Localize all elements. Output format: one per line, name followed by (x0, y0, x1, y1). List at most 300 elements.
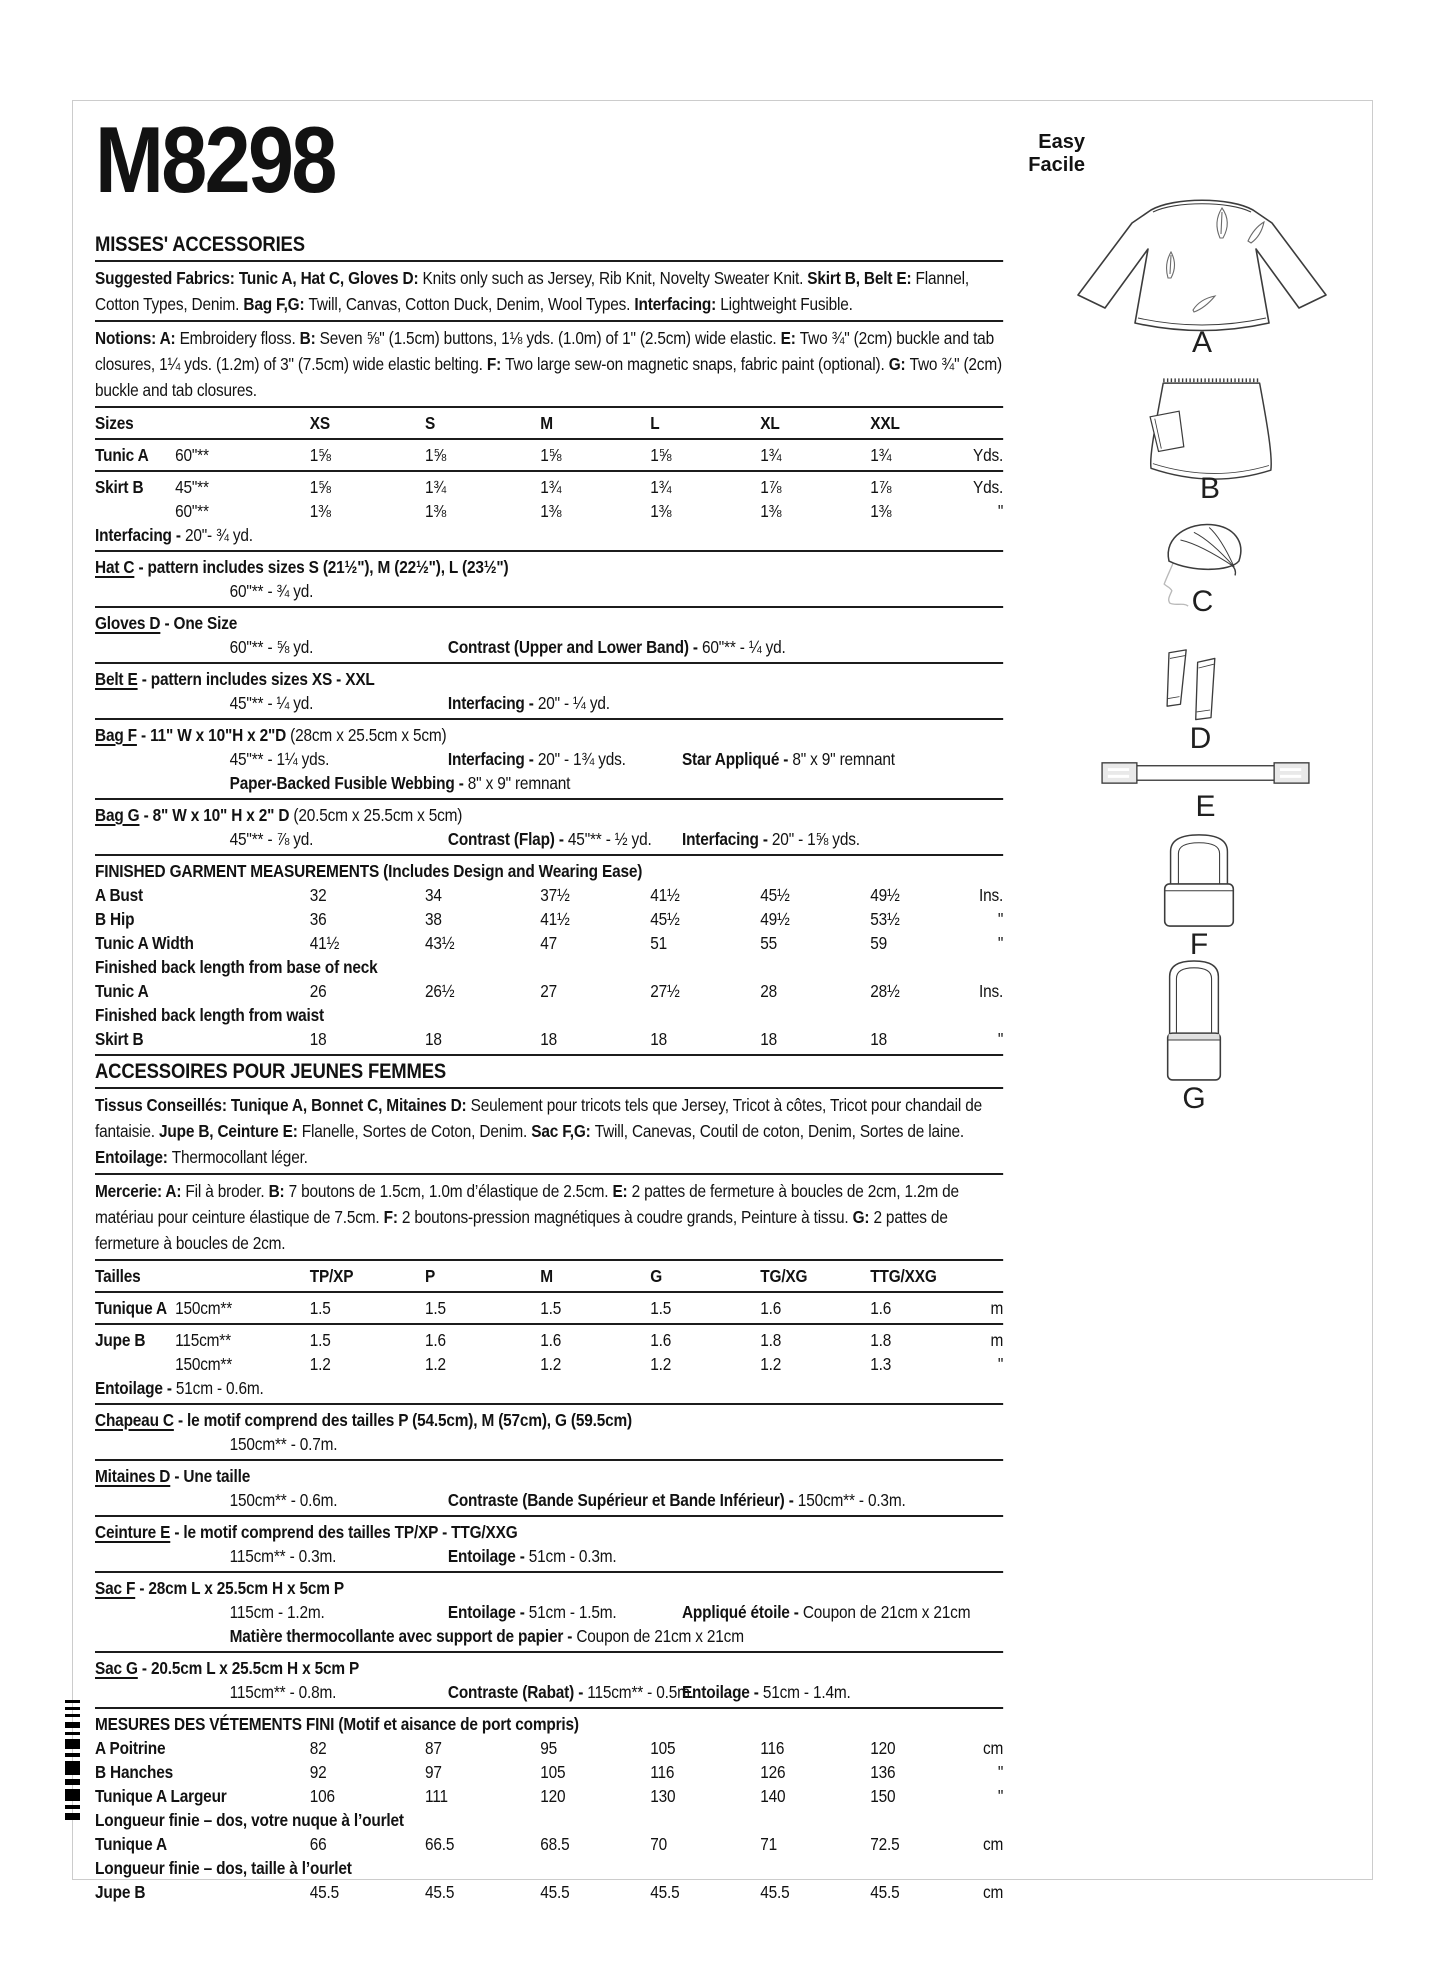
table-cell: 26 (309, 981, 327, 1001)
section-mitaines-d (95, 1464, 1003, 1512)
illustration-belt-e (1098, 758, 1313, 792)
table-cell: 1.5 (309, 1298, 331, 1318)
table-cell: L (650, 413, 660, 433)
table-cell: 45.5 (425, 1882, 455, 1902)
section-title (95, 723, 1003, 747)
table-row (95, 1880, 1003, 1904)
table-cell: P (425, 1266, 436, 1286)
table-row (95, 1296, 1003, 1320)
table-cell: Tunic A (95, 981, 149, 1001)
section-title (95, 1656, 1003, 1680)
table-row (95, 1736, 1003, 1760)
table-cell: 1.8 (760, 1330, 782, 1350)
table-cell: 32 (309, 885, 327, 905)
garment-desc: - 28cm L x 25.5cm H x 5cm P (135, 1578, 345, 1598)
garment-desc-metric: (28cm x 25.5cm x 5cm) (290, 725, 447, 745)
table-cell: 1.2 (425, 1354, 446, 1374)
table-cell: G (650, 1266, 663, 1286)
table-row (95, 979, 1003, 1003)
yardage-applique (682, 1600, 970, 1624)
garment-desc: - 11" W x 10"H x 2"D (136, 725, 291, 745)
garment-label-a: A (1191, 326, 1212, 359)
yardage-line (95, 747, 1003, 771)
table-cell (175, 1880, 310, 1904)
table-cell (95, 499, 175, 523)
table-cell: " (997, 909, 1004, 929)
yardage-extra-value: 20" - 1⅝ yds. (771, 829, 860, 849)
illustration-tunic-a (1072, 186, 1332, 346)
garment-label-g: G (1182, 1082, 1206, 1115)
garment-label-b: B (1199, 472, 1220, 505)
garment-name: Sac F (95, 1578, 136, 1598)
table-cell: 49½ (760, 909, 790, 929)
yardage-extra-value: 51cm - 1.5m. (528, 1602, 617, 1622)
table-cell: " (997, 1786, 1004, 1806)
yardage-line (95, 1624, 1003, 1648)
section-bag-g (95, 803, 1003, 851)
garment-name: Mitaines D (95, 1466, 171, 1486)
yardage-main: 60"** - ⅝ yd. (229, 637, 314, 657)
table-cell: 1.6 (870, 1298, 892, 1318)
text-segment: 2 pattes de fermeture à boucles de 2cm, 1.2m de matériau pour ceinture élastique de 7.5cm. (95, 1181, 959, 1227)
table-cell: Tailles (95, 1266, 141, 1286)
garment-desc: - pattern includes sizes XS - XXL (137, 669, 375, 689)
yardage-extra-value: 51cm - 0.3m. (528, 1546, 617, 1566)
table-cell: 116 (650, 1762, 675, 1782)
section-sac-f (95, 1576, 1003, 1648)
divider (95, 1707, 1003, 1709)
illustration-bag-g (1155, 955, 1233, 1089)
garment-desc: - Une taille (170, 1466, 251, 1486)
table-cell: 1⅝ (309, 477, 331, 497)
yardage-extra-value: 8" x 9" remnant (467, 773, 571, 793)
section-hat-c (95, 555, 1003, 603)
table-cell: 53½ (870, 909, 900, 929)
table-cell: Skirt B (95, 1029, 144, 1049)
mesures-table-body (95, 1736, 1003, 1904)
yardage-applique (682, 747, 895, 771)
text-segment: Jupe B, Ceinture E: (158, 1121, 302, 1141)
yardage-extra-label: Entoilage - (681, 1682, 763, 1702)
table-cell: 1¾ (760, 445, 782, 465)
tailles-table-body-jupe (95, 1328, 1003, 1376)
yardage-interfacing (682, 827, 860, 851)
table-cell: 1⅝ (540, 445, 562, 465)
table-cell: 60"** (175, 501, 209, 521)
text-segment: Embroidery floss. (179, 328, 300, 348)
table-cell: 38 (425, 909, 442, 929)
table-cell (175, 1027, 310, 1051)
yardage-extra-value: 20" - 1¾ yds. (537, 749, 626, 769)
table-cell: 66 (309, 1834, 327, 1854)
yardage-extra-value: Coupon de 21cm x 21cm (802, 1602, 971, 1622)
yardage-webbing (230, 771, 571, 795)
table-cell: 59 (870, 933, 888, 953)
divider (95, 1323, 1003, 1325)
interfacing-yardage (95, 523, 1003, 547)
sizes-table-body-skirt (95, 475, 1003, 523)
table-cell: cm (982, 1834, 1004, 1854)
table-cell: 28 (760, 981, 778, 1001)
yardage-extra-label: Matière thermocollante avec support de papier - (229, 1626, 577, 1646)
table-cell (95, 1352, 175, 1376)
garment-label-c: C (1191, 585, 1214, 618)
table-cell: 1⅞ (870, 477, 892, 497)
yardage-contrast (448, 635, 786, 659)
table-cell: 72.5 (870, 1834, 900, 1854)
table-cell: 60"** (175, 445, 209, 465)
table-cell: 82 (309, 1738, 327, 1758)
table-cell: TG/XG (760, 1266, 808, 1286)
table-cell: 1.5 (309, 1330, 331, 1350)
yardage-extra-value: 51cm - 1.4m. (762, 1682, 851, 1702)
table-cell: 120 (540, 1786, 566, 1806)
garment-name: Chapeau C (95, 1410, 174, 1430)
table-cell: m (990, 1330, 1004, 1350)
section-belt-e (95, 667, 1003, 715)
table-cell: 68.5 (540, 1834, 570, 1854)
text-segment: Seven ⅝" (1.5cm) buttons, 1⅛ yds. (1.0m) of 1" (2.5cm) wide elastic. (319, 328, 781, 348)
table-cell: 1¾ (650, 477, 672, 497)
yardage-line (95, 771, 1003, 795)
table-cell: Tunique A Largeur (95, 1786, 227, 1806)
entoilage-label: Entoilage - (95, 1378, 176, 1398)
entoilage-yardage (95, 1376, 1003, 1400)
yardage-extra-value: 8" x 9" remnant (792, 749, 895, 769)
table-cell: " (997, 933, 1004, 953)
divider (95, 718, 1003, 720)
yardage-main: 45"** - 1¼ yds. (229, 749, 330, 769)
difficulty-easy: Easy (1038, 131, 1085, 153)
table-cell: 1⅜ (309, 501, 331, 521)
text-segment: F: (486, 354, 506, 374)
yardage-extra-value: 20" - ¼ yd. (537, 693, 610, 713)
text-segment: E: (780, 328, 800, 348)
divider (95, 798, 1003, 800)
table-cell: 18 (425, 1029, 442, 1049)
table-cell: Jupe B (95, 1882, 146, 1902)
text-segment: Knits only such as Jersey, Rib Knit, Novelty Sweater Knit. (422, 268, 808, 288)
title-english: MISSES' ACCESSORIES (95, 233, 305, 256)
garment-desc-metric: (20.5cm x 25.5cm x 5cm) (293, 805, 463, 825)
difficulty-facile: Facile (1028, 154, 1085, 176)
table-cell: B Hanches (95, 1762, 174, 1782)
table-cell: 55 (760, 933, 778, 953)
table-cell: 1¾ (425, 477, 447, 497)
table-cell: 37½ (540, 885, 570, 905)
yardage-contrast (448, 1680, 694, 1704)
sizes-table-header (95, 411, 1003, 435)
bag-f-drawing (1150, 830, 1248, 930)
title-french: ACCESSOIRES POUR JEUNES FEMMES (95, 1060, 447, 1083)
yardage-extra-label: Contrast (Flap) - (447, 829, 568, 849)
table-cell: 150 (870, 1786, 896, 1806)
table-cell: 92 (309, 1762, 327, 1782)
table-cell: 1⅜ (760, 501, 782, 521)
garment-desc: - One Size (160, 613, 238, 633)
yardage-line (95, 1680, 1003, 1704)
table-cell: 43½ (425, 933, 455, 953)
table-cell (175, 1784, 310, 1808)
section-gloves-d (95, 611, 1003, 659)
table-cell (175, 1264, 310, 1288)
yardage-main: 115cm** - 0.3m. (229, 1546, 337, 1566)
table-cell: TTG/XXG (870, 1266, 937, 1286)
text-segment: Fil à broder. (185, 1181, 269, 1201)
table-cell: Jupe B (95, 1330, 146, 1350)
table-cell: 41½ (309, 933, 340, 953)
table-cell (958, 411, 1003, 435)
table-cell: 1.2 (540, 1354, 562, 1374)
yardage-webbing (230, 1624, 744, 1648)
table-cell: 140 (760, 1786, 786, 1806)
yardage-main: 45"** - ⅞ yd. (229, 829, 314, 849)
table-cell: 1¾ (870, 445, 892, 465)
divider (95, 470, 1003, 472)
yardage-extra-label: Appliqué étoile - (681, 1602, 803, 1622)
table-cell: 70 (650, 1834, 668, 1854)
table-subheader: Finished back length from base of neck (95, 957, 378, 977)
table-cell (175, 1736, 310, 1760)
table-cell: 36 (309, 909, 327, 929)
table-cell: 1.5 (425, 1298, 446, 1318)
table-cell: 45.5 (760, 1882, 790, 1902)
table-cell: 1⅝ (425, 445, 447, 465)
yardage-extra-label: Star Appliqué - (681, 749, 793, 769)
table-cell: 116 (760, 1738, 785, 1758)
divider (95, 606, 1003, 608)
divider (95, 854, 1003, 856)
section-title (95, 1408, 1003, 1432)
table-row (95, 1352, 1003, 1376)
table-cell: 18 (760, 1029, 778, 1049)
garment-name: Bag G (95, 805, 140, 825)
table-cell: XXL (870, 413, 900, 433)
text-segment: Mercerie: A: (95, 1181, 186, 1201)
yardage-extra-label: Entoilage - (447, 1602, 529, 1622)
text-segment: Twill, Canvas, Cotton Duck, Denim, Wool Types. (308, 294, 635, 314)
section-title (95, 1520, 1003, 1544)
text-segment: E: (612, 1181, 632, 1201)
table-cell: 1⅜ (870, 501, 892, 521)
table-row (95, 1760, 1003, 1784)
bag-g-drawing (1155, 955, 1233, 1084)
yardage-extra-label: Contraste (Bande Supérieur et Bande Inférieur) - (447, 1490, 798, 1510)
table-cell: 1⅜ (650, 501, 672, 521)
entoilage-value: 51cm - 0.6m. (175, 1378, 264, 1398)
printer-registration-marks (64, 1700, 82, 1827)
table-subheader: Longueur finie – dos, votre nuque à l’ourlet (95, 1810, 404, 1830)
table-cell: m (990, 1298, 1004, 1318)
text-segment: Two large sew-on magnetic snaps, fabric paint (optional). (505, 354, 889, 374)
table-cell: 1.5 (650, 1298, 672, 1318)
illustration-bag-f (1150, 830, 1248, 935)
garment-desc: - pattern includes sizes S (21½"), M (22½"), L (23½") (134, 557, 509, 577)
table-cell: 26½ (425, 981, 455, 1001)
table-cell: 47 (540, 933, 558, 953)
table-cell: 18 (540, 1029, 558, 1049)
gloves-d-drawing (1148, 645, 1253, 733)
text-segment: Suggested Fabrics: Tunic A, Hat C, Gloves D: (95, 268, 423, 288)
yardage-line (95, 1432, 1003, 1456)
section-title (95, 1576, 1003, 1600)
table-cell: Skirt B (95, 477, 144, 497)
table-cell: 18 (650, 1029, 668, 1049)
divider (95, 1054, 1003, 1056)
table-cell: 18 (309, 1029, 327, 1049)
divider (95, 1571, 1003, 1573)
table-cell: M (540, 413, 553, 433)
garment-desc: - 20.5cm L x 25.5cm H x 5cm P (137, 1658, 360, 1678)
table-cell: 27½ (650, 981, 680, 1001)
table-cell: 45½ (650, 909, 680, 929)
table-cell: Yds. (973, 445, 1004, 465)
skirt-b-drawing (1135, 370, 1285, 487)
para-notions (95, 325, 1003, 403)
divider (95, 1173, 1003, 1175)
yardage-line (95, 691, 1003, 715)
yardage-line (95, 579, 1003, 603)
divider (95, 662, 1003, 664)
divider (95, 1259, 1003, 1261)
table-cell: 66.5 (425, 1834, 455, 1854)
table-cell: 87 (425, 1738, 442, 1758)
table-cell (175, 1832, 310, 1856)
table-cell: 71 (760, 1834, 778, 1854)
table-cell: 41½ (650, 885, 680, 905)
divider (95, 438, 1003, 440)
yardage-main: 45"** - ¼ yd. (229, 693, 314, 713)
yardage-line (95, 1544, 1003, 1568)
table-cell: " (997, 501, 1004, 521)
table-cell: 45½ (760, 885, 790, 905)
table-row (95, 1832, 1003, 1856)
tunic-a-drawing (1072, 186, 1332, 341)
table-cell: 150cm** (175, 1298, 233, 1318)
yardage-extra-label: Interfacing - (447, 749, 538, 769)
main-content-column (95, 107, 1004, 1904)
divider (95, 260, 1003, 262)
text-segment: Flanelle, Sortes de Coton, Denim. (301, 1121, 532, 1141)
yardage-line (95, 827, 1003, 851)
table-cell: 41½ (540, 909, 570, 929)
section-title (95, 1464, 1003, 1488)
table-cell (175, 979, 310, 1003)
table-cell: 1⅜ (425, 501, 447, 521)
text-segment: Bag F,G: (243, 294, 309, 314)
yardage-entoilage (682, 1680, 851, 1704)
text-segment: Thermocollant léger. (171, 1147, 308, 1167)
table-cell: 45.5 (650, 1882, 680, 1902)
table-row (95, 443, 1003, 467)
table-cell: Tunique A (95, 1298, 167, 1318)
table-cell: 18 (870, 1029, 888, 1049)
garment-name: Gloves D (95, 613, 161, 633)
table-cell: 45"** (175, 477, 209, 497)
table-row (95, 499, 1003, 523)
divider (95, 406, 1003, 408)
table-cell: 1.6 (650, 1330, 672, 1350)
section-bag-f (95, 723, 1003, 795)
yardage-line (95, 1488, 1003, 1512)
table-cell: 130 (650, 1786, 676, 1806)
table-row (95, 907, 1003, 931)
garment-name: Bag F (95, 725, 137, 745)
table-cell: " (997, 1029, 1004, 1049)
table-cell: 95 (540, 1738, 558, 1758)
table-row (95, 1784, 1003, 1808)
table-cell: 1⅝ (309, 445, 331, 465)
yardage-extra-label: Contraste (Rabat) - (447, 1682, 588, 1702)
table-cell: 97 (425, 1762, 442, 1782)
table-cell: 120 (870, 1738, 896, 1758)
para-tissus-conseilles (95, 1092, 1003, 1170)
garment-name: Hat C (95, 557, 135, 577)
para-suggested-fabrics (95, 265, 1003, 317)
divider (95, 320, 1003, 322)
yardage-main: 150cm** - 0.7m. (229, 1434, 338, 1454)
table-cell: 1.6 (760, 1298, 782, 1318)
section-title (95, 611, 1003, 635)
table-cell: Yds. (973, 477, 1004, 497)
table-row (95, 1328, 1003, 1352)
table-cell: TP/XP (309, 1266, 354, 1286)
table-cell: XS (309, 413, 330, 433)
text-segment: Interfacing: (634, 294, 721, 314)
text-segment: G: (888, 354, 910, 374)
text-segment: Two ¾" (2cm) buckle and tab closures, 1¼ yds. (1.2m) of 3" (7.5cm) wide elastic belting. (95, 328, 994, 374)
text-segment: G: (852, 1207, 874, 1227)
table-cell (958, 1264, 1003, 1288)
interfacing-value: 20"- ¾ yd. (184, 525, 253, 545)
table-subheader: Longueur finie – dos, taille à l’ourlet (95, 1858, 352, 1878)
fgm-table-body (95, 883, 1003, 1051)
para-mercerie (95, 1178, 1003, 1256)
table-cell: 1⅜ (540, 501, 562, 521)
table-cell: 105 (540, 1762, 566, 1782)
pattern-number: M8298 (95, 107, 335, 212)
section-sac-g (95, 1656, 1003, 1704)
table-cell: cm (982, 1882, 1004, 1902)
heading-mesures-vetements-fini: MESURES DES VÉTEMENTS FINI (Motif et aisance de port compris) (95, 1714, 579, 1734)
table-row (95, 883, 1003, 907)
table-cell: 1.8 (870, 1330, 892, 1350)
table-cell: 126 (760, 1762, 786, 1782)
yardage-entoilage (448, 1544, 617, 1568)
yardage-extra-label: Paper-Backed Fusible Webbing - (229, 773, 468, 793)
table-cell: 28½ (870, 981, 900, 1001)
table-cell: B Hip (95, 909, 135, 929)
table-cell (175, 1760, 310, 1784)
table-cell: 1.3 (870, 1354, 892, 1374)
yardage-contrast (448, 827, 652, 851)
yardage-interfacing (448, 747, 626, 771)
table-cell: 27 (540, 981, 558, 1001)
yardage-contrast (448, 1488, 906, 1512)
garment-name: Ceinture E (95, 1522, 171, 1542)
table-cell: Tunic A Width (95, 933, 194, 953)
yardage-extra-label: Contrast (Upper and Lower Band) - (447, 637, 702, 657)
yardage-interfacing (448, 691, 610, 715)
text-segment: B: (299, 328, 320, 348)
divider (95, 1651, 1003, 1653)
table-cell: 1¾ (540, 477, 562, 497)
table-cell: A Poitrine (95, 1738, 166, 1758)
table-cell: 136 (870, 1762, 896, 1782)
yardage-main: 115cm - 1.2m. (229, 1602, 325, 1622)
table-cell: 34 (425, 885, 442, 905)
table-cell: cm (982, 1738, 1004, 1758)
